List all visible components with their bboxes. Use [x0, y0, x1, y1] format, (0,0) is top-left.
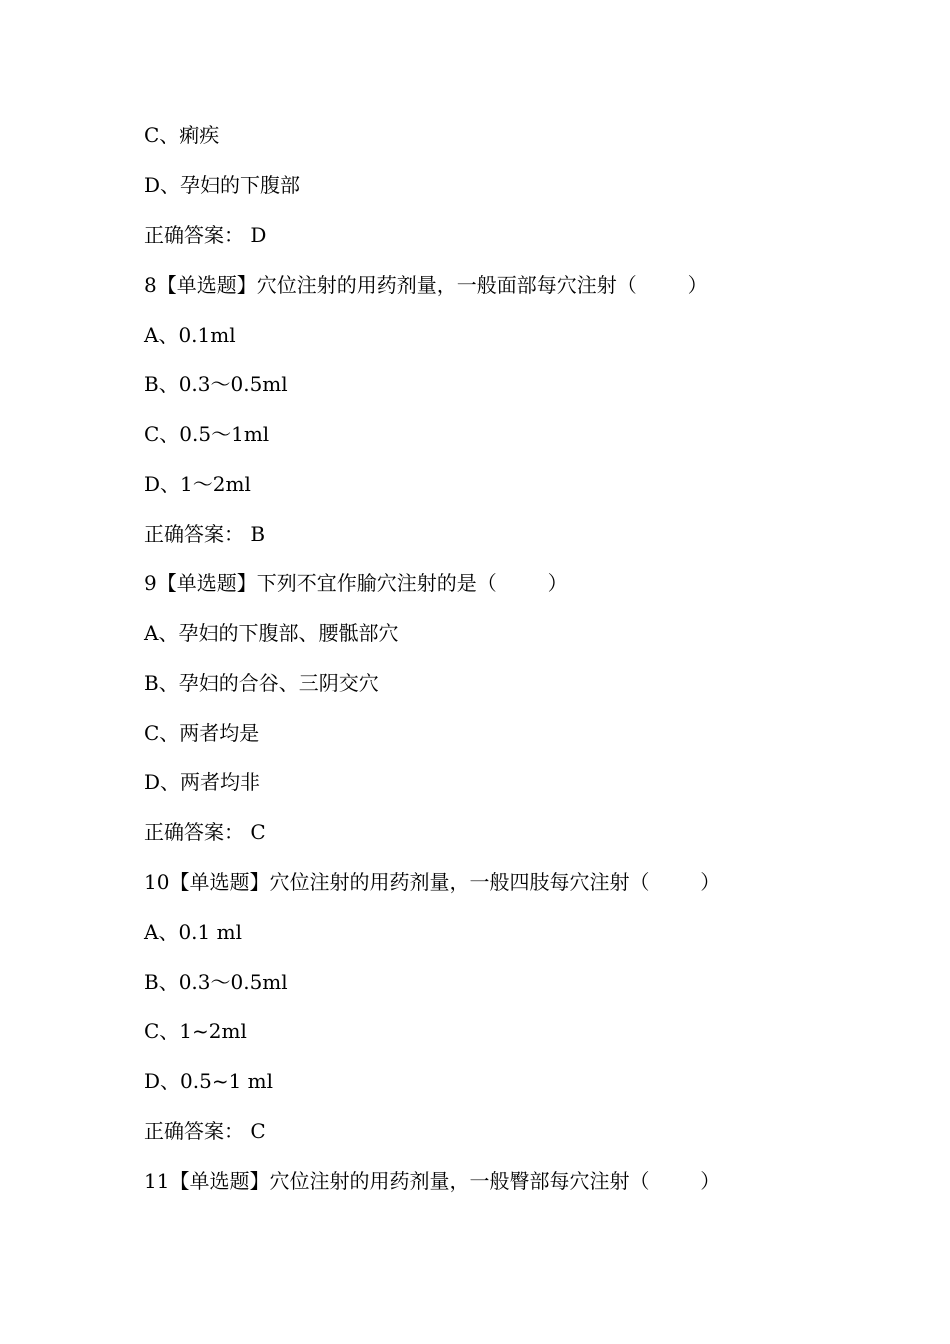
option-line: A、0.1ml: [144, 323, 236, 347]
option-line: D、两者均非: [144, 770, 261, 794]
option-line: B、孕妇的合谷、三阴交穴: [144, 671, 379, 695]
option-line: D、孕妇的下腹部: [144, 173, 301, 197]
option-line: C、0.5～1ml: [144, 422, 270, 446]
answer-line: 正确答案： D: [144, 223, 267, 247]
option-line: D、1～2ml: [144, 472, 251, 496]
answer-line: 正确答案： B: [144, 522, 266, 546]
option-line: C、痢疾: [144, 123, 220, 147]
option-line: A、0.1 ml: [144, 920, 242, 944]
answer-line: 正确答案： C: [144, 1119, 266, 1143]
option-line: D、0.5~1 ml: [144, 1069, 274, 1093]
option-line: C、两者均是: [144, 721, 260, 745]
answer-line: 正确答案： C: [144, 820, 266, 844]
question-line: 8【单选题】穴位注射的用药剂量，一般面部每穴注射（ ）: [144, 273, 708, 297]
option-line: B、0.3～0.5ml: [144, 372, 288, 396]
option-line: A、孕妇的下腹部、腰骶部穴: [144, 621, 399, 645]
question-line: 9【单选题】下列不宜作腧穴注射的是（ ）: [144, 571, 568, 595]
option-line: C、1~2ml: [144, 1019, 247, 1043]
question-line: 11【单选题】穴位注射的用药剂量，一般臀部每穴注射（ ）: [144, 1169, 721, 1193]
question-line: 10【单选题】穴位注射的用药剂量，一般四肢每穴注射（ ）: [144, 870, 721, 894]
option-line: B、0.3～0.5ml: [144, 970, 288, 994]
